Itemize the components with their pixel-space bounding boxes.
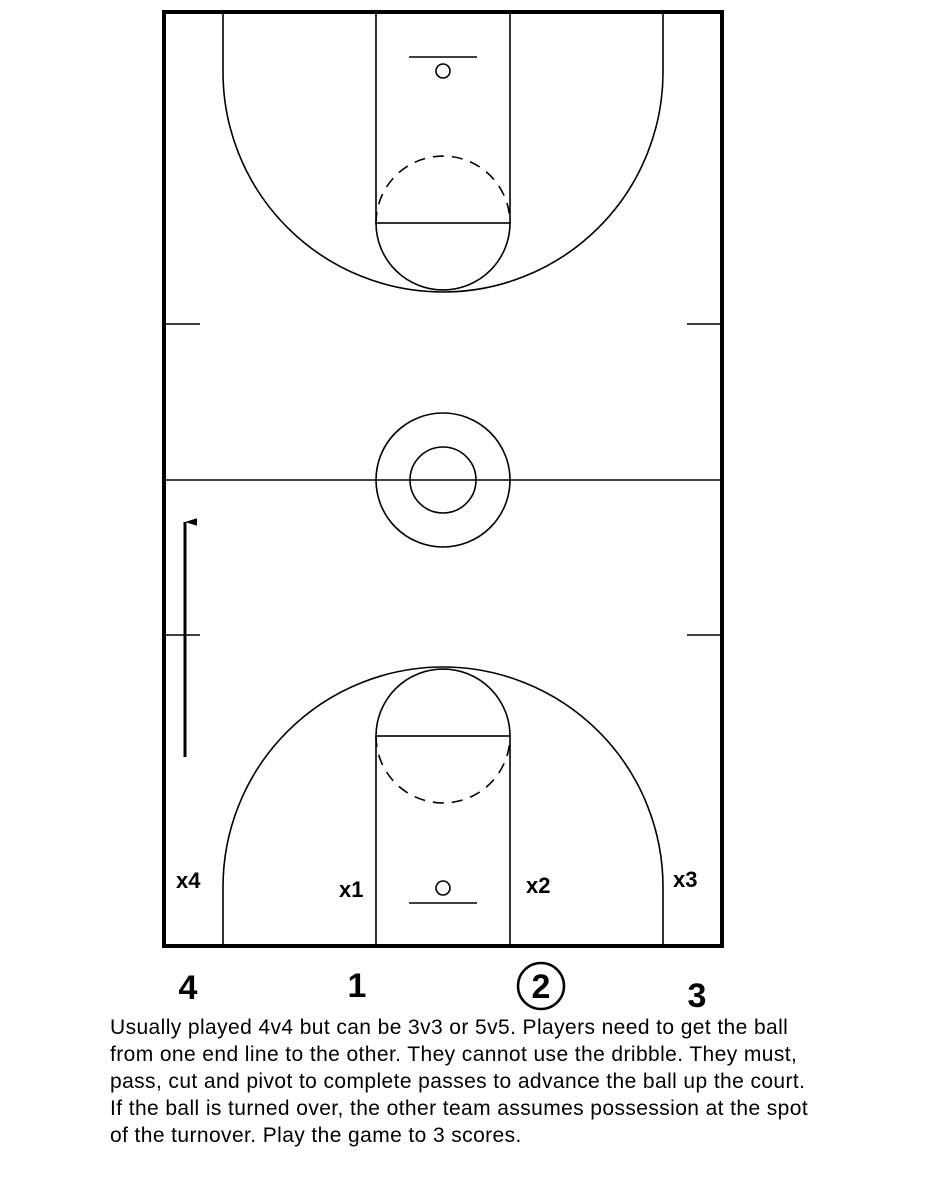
bottom-half-court	[223, 667, 663, 946]
top-lane	[376, 12, 510, 223]
bottom-free-throw-circle-dashed	[376, 736, 510, 803]
defender-x3: x3	[673, 867, 698, 892]
bottom-free-throw-circle-solid	[376, 669, 510, 736]
bottom-lane	[376, 736, 510, 946]
offense-player-2: 2	[531, 968, 551, 1006]
defender-x2: x2	[526, 873, 551, 898]
top-half-court	[223, 12, 663, 292]
defender-x4: x4	[176, 868, 201, 893]
offense-player-4: 4	[178, 969, 198, 1007]
offense-player-1: 1	[347, 967, 367, 1005]
bottom-three-point-line	[223, 667, 663, 946]
top-free-throw-circle-dashed	[376, 156, 510, 223]
top-free-throw-circle-solid	[376, 223, 510, 290]
top-rim	[436, 64, 450, 78]
court-boundary	[164, 12, 722, 946]
offense-player-3: 3	[687, 977, 707, 1015]
drill-description: Usually played 4v4 but can be 3v3 or 5v5. Players need to get the ball from one end line to the other. They cannot use the dribble. They must, pass, cut and pivot to complete passes to advance the ball up the court. If the ball is turned over, the other team assumes possession at the spot of the turnover. Play the game to 3 scores.	[110, 1016, 809, 1147]
mid-court	[164, 413, 722, 547]
defender-x1: x1	[339, 877, 364, 902]
top-three-point-line	[223, 12, 663, 292]
bottom-rim	[436, 881, 450, 895]
